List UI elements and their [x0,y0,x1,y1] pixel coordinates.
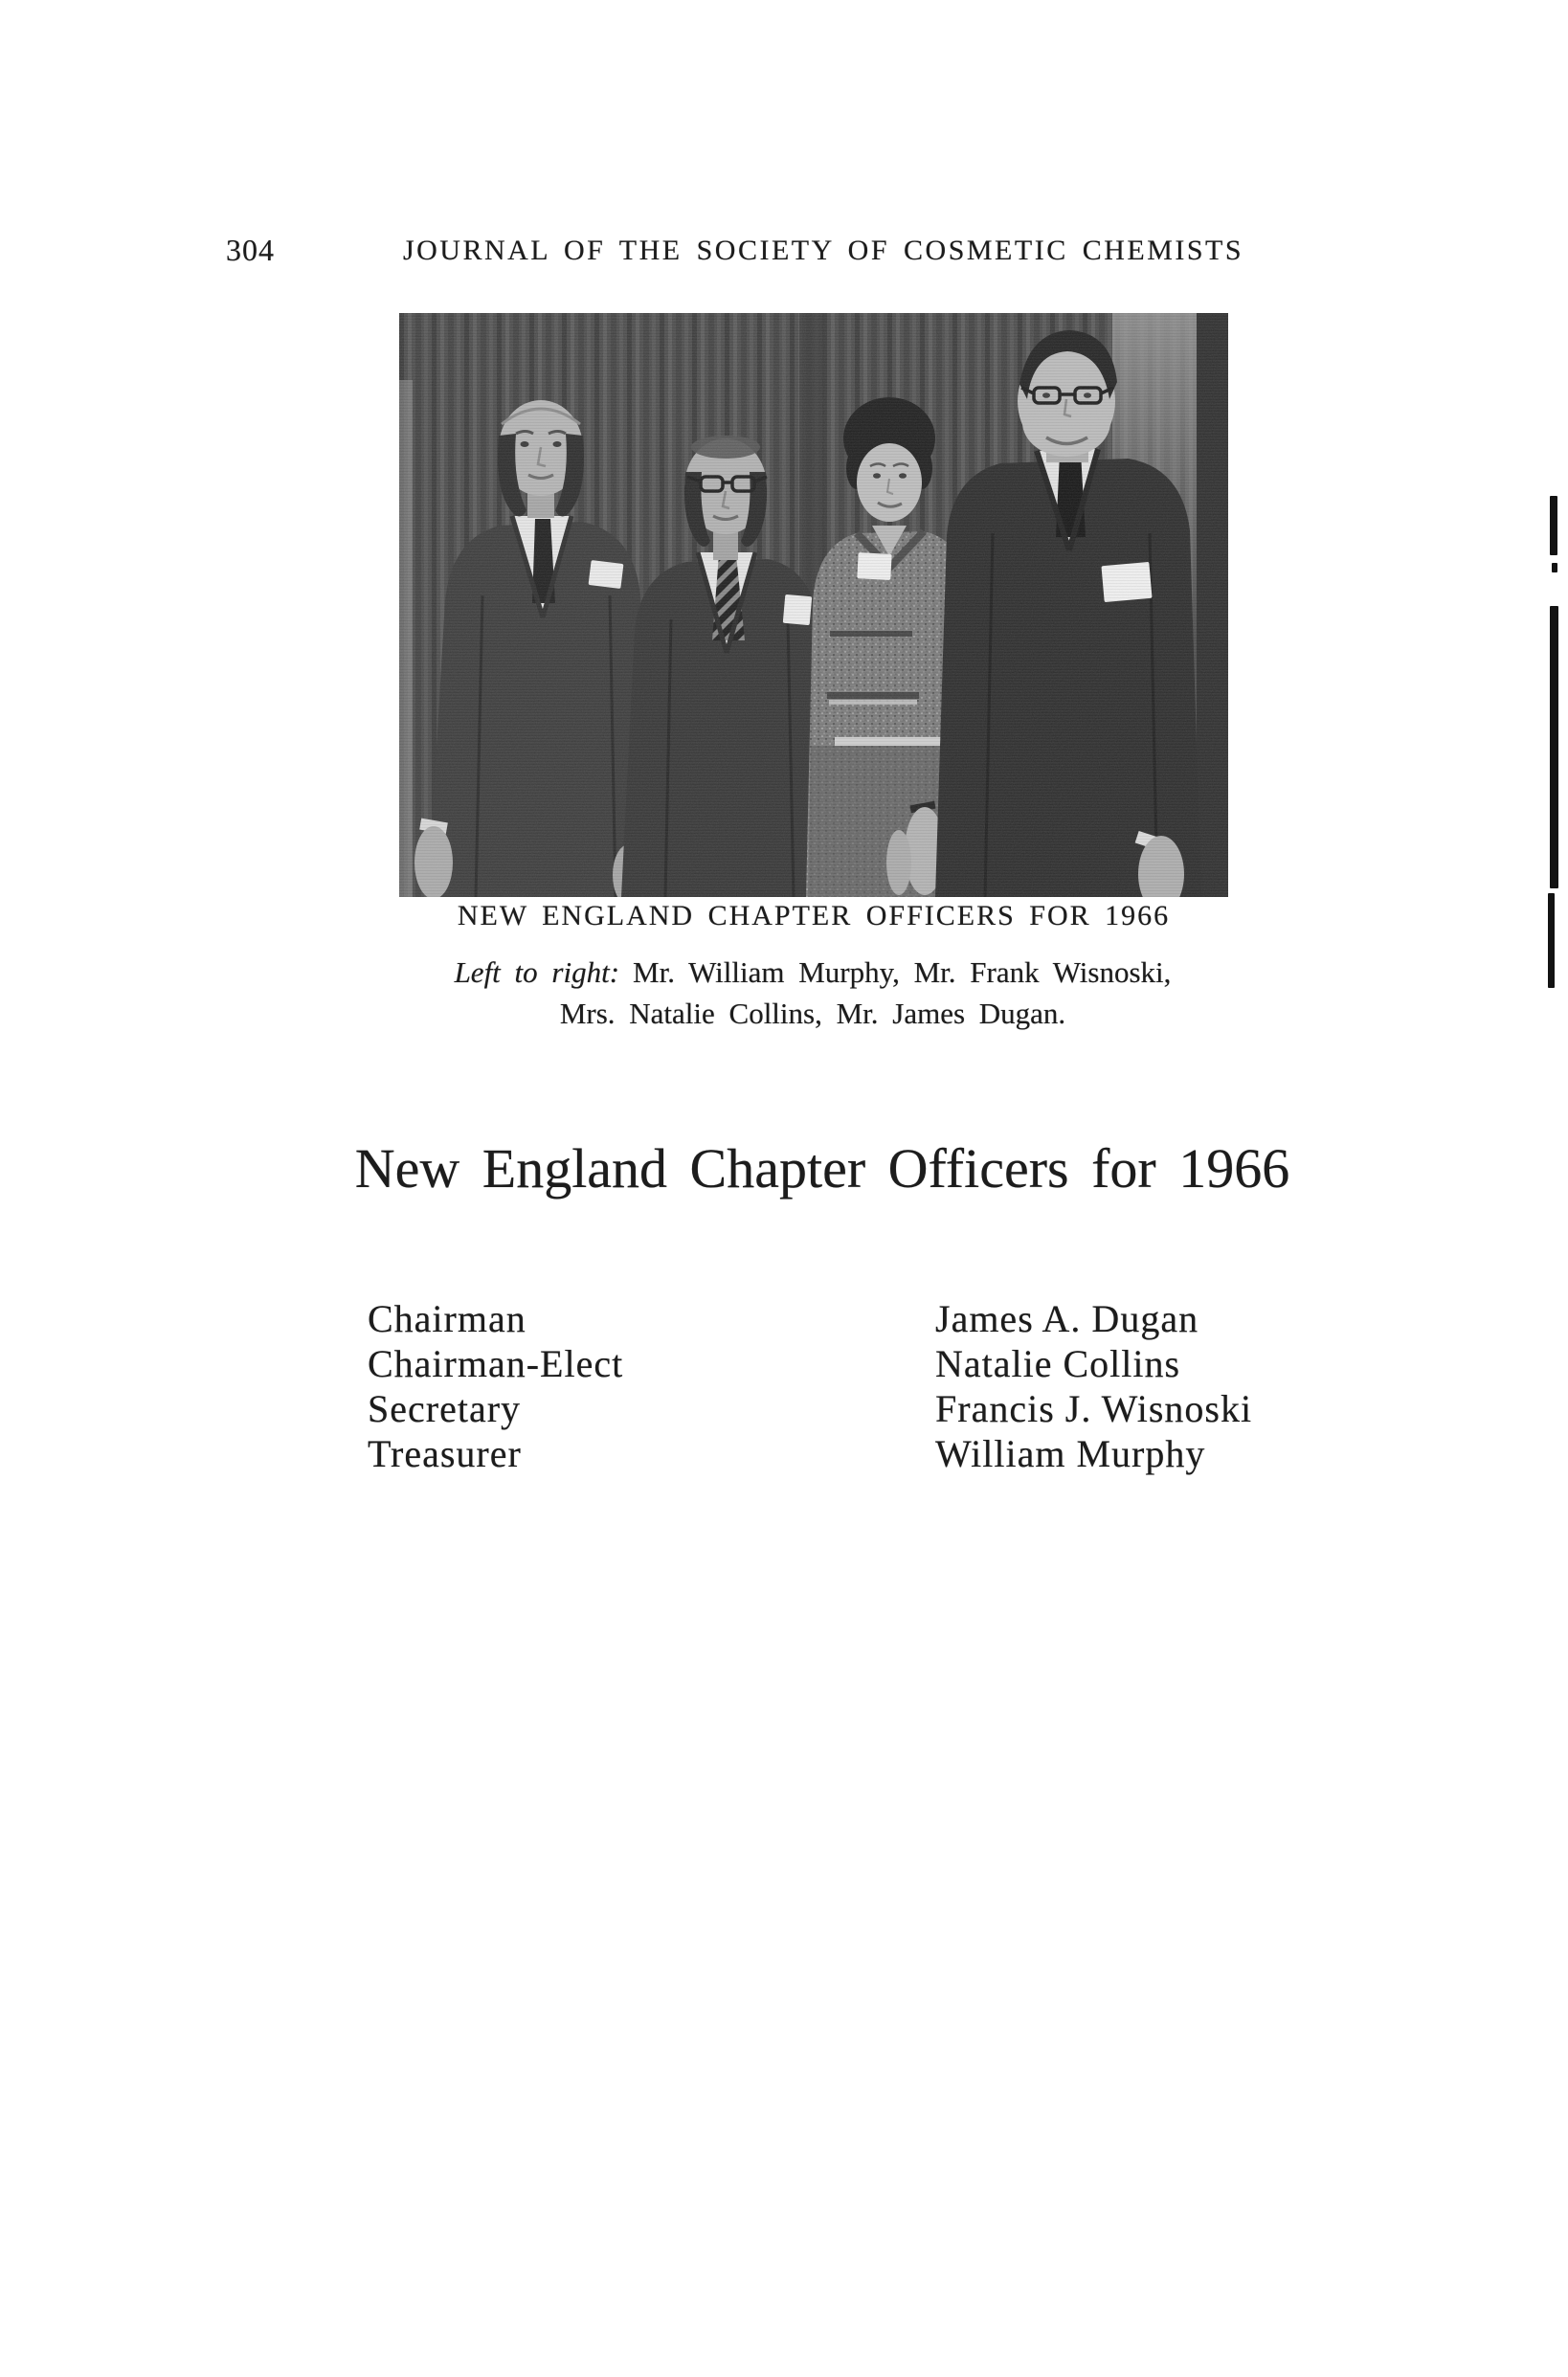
photo-grain-overlay [399,313,1228,897]
photo-caption-title: NEW ENGLAND CHAPTER OFFICERS FOR 1966 [457,900,1171,931]
officers-list [368,1296,1325,1476]
group-photo-illustration [399,313,1228,897]
page-number: 304 [226,233,275,267]
section-heading: New England Chapter Officers for 1966 [354,1137,1290,1200]
officer-row-treasurer [368,1431,1325,1476]
officer-row-chairman-elect [368,1341,1325,1386]
officer-name: James A. Dugan [935,1297,1199,1340]
journal-header-title: JOURNAL OF THE SOCIETY OF COSMETIC CHEMISTS [402,235,1244,266]
caption-names-line1: Mr. William Murphy, Mr. Frank Wisnoski, [633,955,1172,989]
scan-artifact-dot [1552,563,1557,572]
officer-row-chairman [368,1296,1325,1341]
scan-artifact-segment [1550,496,1557,555]
caption-lead-italic: Left to right: [454,955,620,989]
officer-name: William Murphy [935,1432,1206,1475]
officer-name: Francis J. Wisnoski [935,1387,1253,1430]
officer-role: Treasurer [368,1432,522,1475]
officer-role: Secretary [368,1387,522,1430]
officer-role: Chairman [368,1297,526,1340]
officer-name: Natalie Collins [935,1342,1181,1385]
photo-caption-line1 [305,952,1320,993]
scan-artifact-segment [1548,893,1555,988]
officer-role: Chairman-Elect [368,1342,624,1385]
group-photo [399,313,1228,897]
scan-artifact-segment [1550,606,1558,888]
officer-row-secretary [368,1386,1325,1431]
photo-caption-line2: Mrs. Natalie Collins, Mr. James Dugan. [559,997,1066,1030]
photo-caption [305,952,1320,1034]
